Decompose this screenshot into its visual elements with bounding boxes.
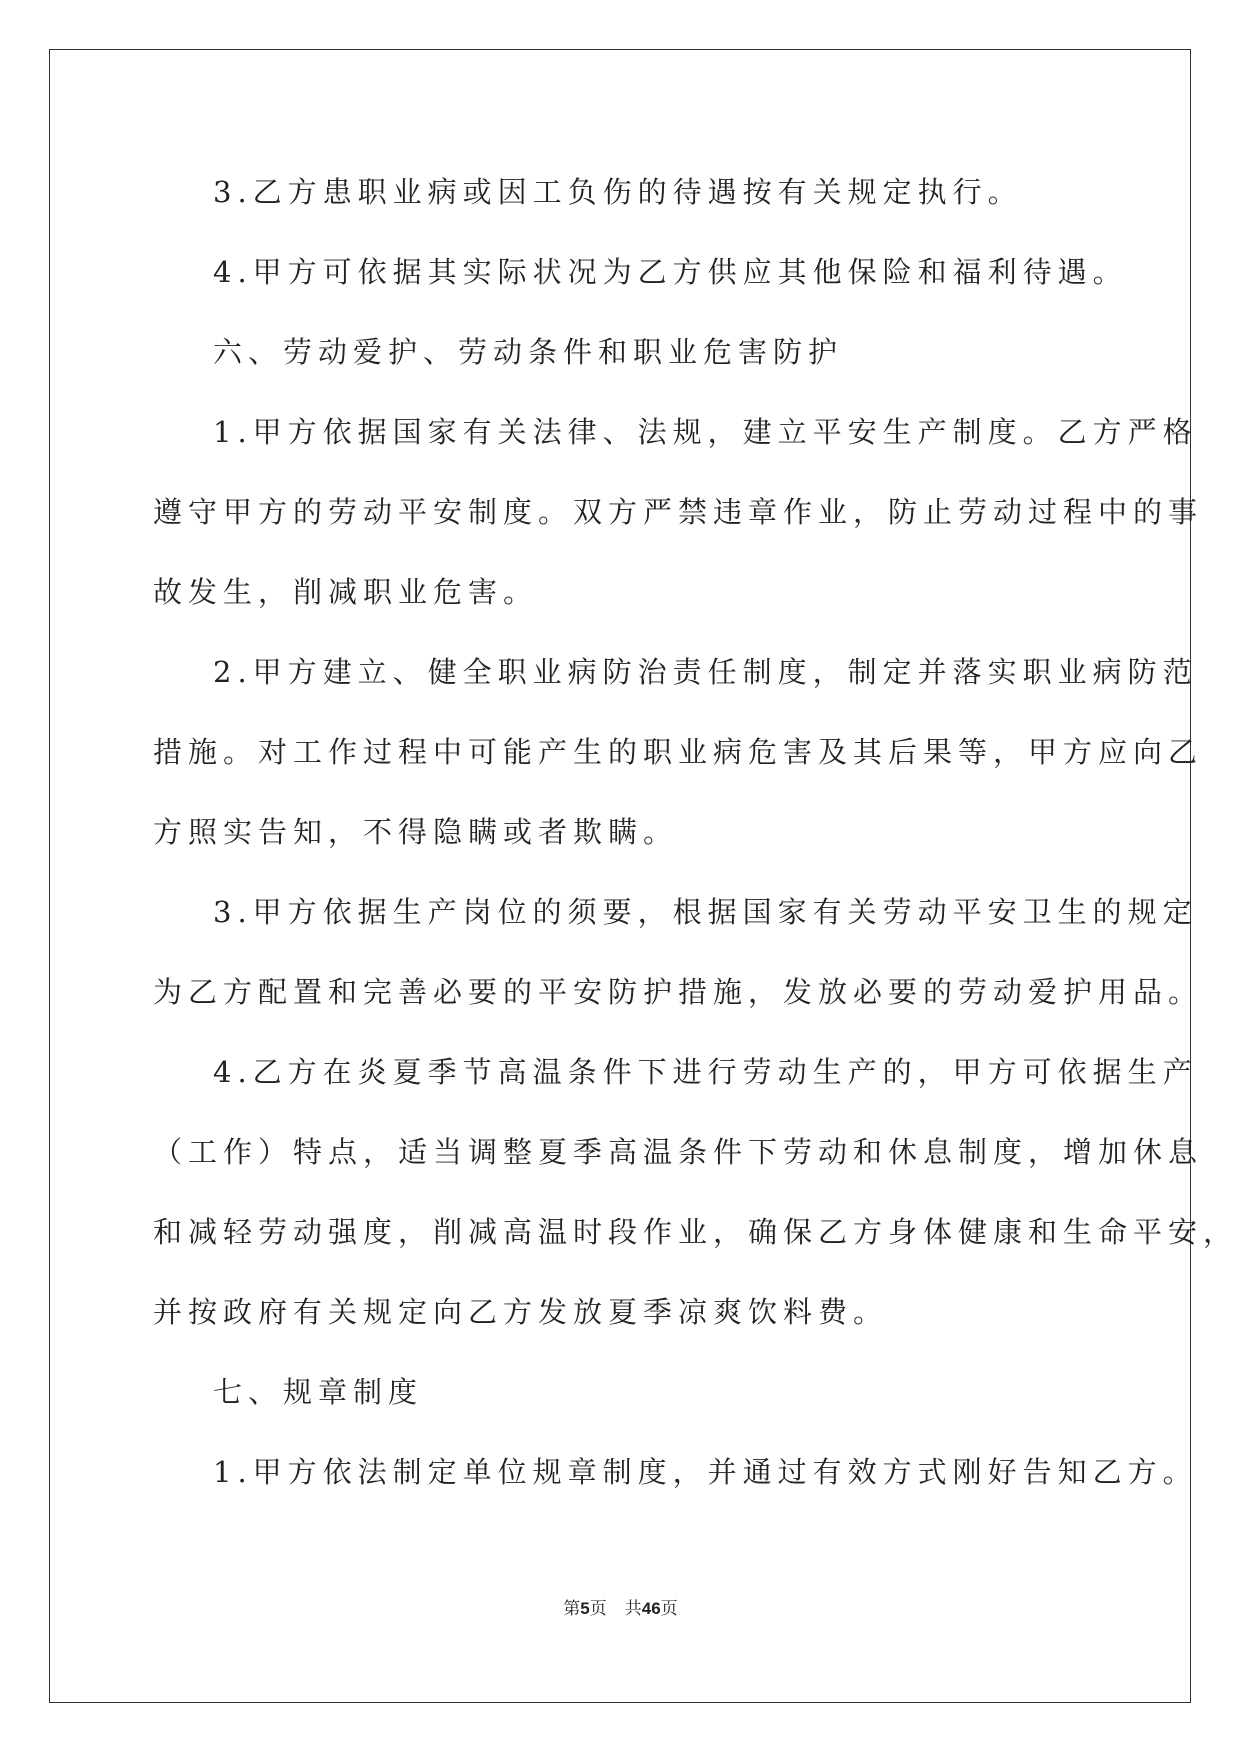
paragraph-line: 2.甲方建立、健全职业病防治责任制度，制定并落实职业病防范 (213, 655, 1198, 689)
section-heading: 七、规章制度 (213, 1375, 424, 1409)
paragraph-line: 为乙方配置和完善必要的平安防护措施，发放必要的劳动爱护用品。 (153, 975, 1204, 1009)
page-footer (0, 1594, 1241, 1619)
page-prefix: 第 (563, 1599, 581, 1619)
paragraph-line: 遵守甲方的劳动平安制度。双方严禁违章作业，防止劳动过程中的事 (153, 495, 1204, 529)
paragraph-line: 和减轻劳动强度，削减高温时段作业，确保乙方身体健康和生命平安， (153, 1215, 1239, 1249)
paragraph-line: 措施。对工作过程中可能产生的职业病危害及其后果等，甲方应向乙 (153, 735, 1204, 769)
paragraph-line: 1.甲方依据国家有关法律、法规，建立平安生产制度。乙方严格 (213, 415, 1198, 449)
total-prefix: 共 (624, 1599, 642, 1619)
paragraph-line: 3.甲方依据生产岗位的须要，根据国家有关劳动平安卫生的规定 (213, 895, 1198, 929)
paragraph-line: 1.甲方依法制定单位规章制度，并通过有效方式刚好告知乙方。 (213, 1455, 1198, 1489)
total-suffix: 页 (660, 1599, 678, 1619)
section-heading: 六、劳动爱护、劳动条件和职业危害防护 (213, 335, 844, 369)
total-pages: 46 (641, 1599, 661, 1618)
paragraph-line: 方照实告知，不得隐瞒或者欺瞒。 (153, 815, 679, 849)
paragraph-line: 并按政府有关规定向乙方发放夏季凉爽饮料费。 (153, 1295, 889, 1329)
paragraph-line: 4.甲方可依据其实际状况为乙方供应其他保险和福利待遇。 (213, 255, 1128, 289)
paragraph-line: 4.乙方在炎夏季节高温条件下进行劳动生产的，甲方可依据生产 (213, 1055, 1198, 1089)
paragraph-line: 故发生，削减职业危害。 (153, 575, 539, 609)
paragraph-line: 3.乙方患职业病或因工负伤的待遇按有关规定执行。 (213, 175, 1023, 209)
page-number: 5 (580, 1599, 590, 1618)
page-suffix: 页 (589, 1599, 607, 1619)
paragraph-line: （工作）特点，适当调整夏季高温条件下劳动和休息制度，增加休息 (153, 1135, 1204, 1169)
